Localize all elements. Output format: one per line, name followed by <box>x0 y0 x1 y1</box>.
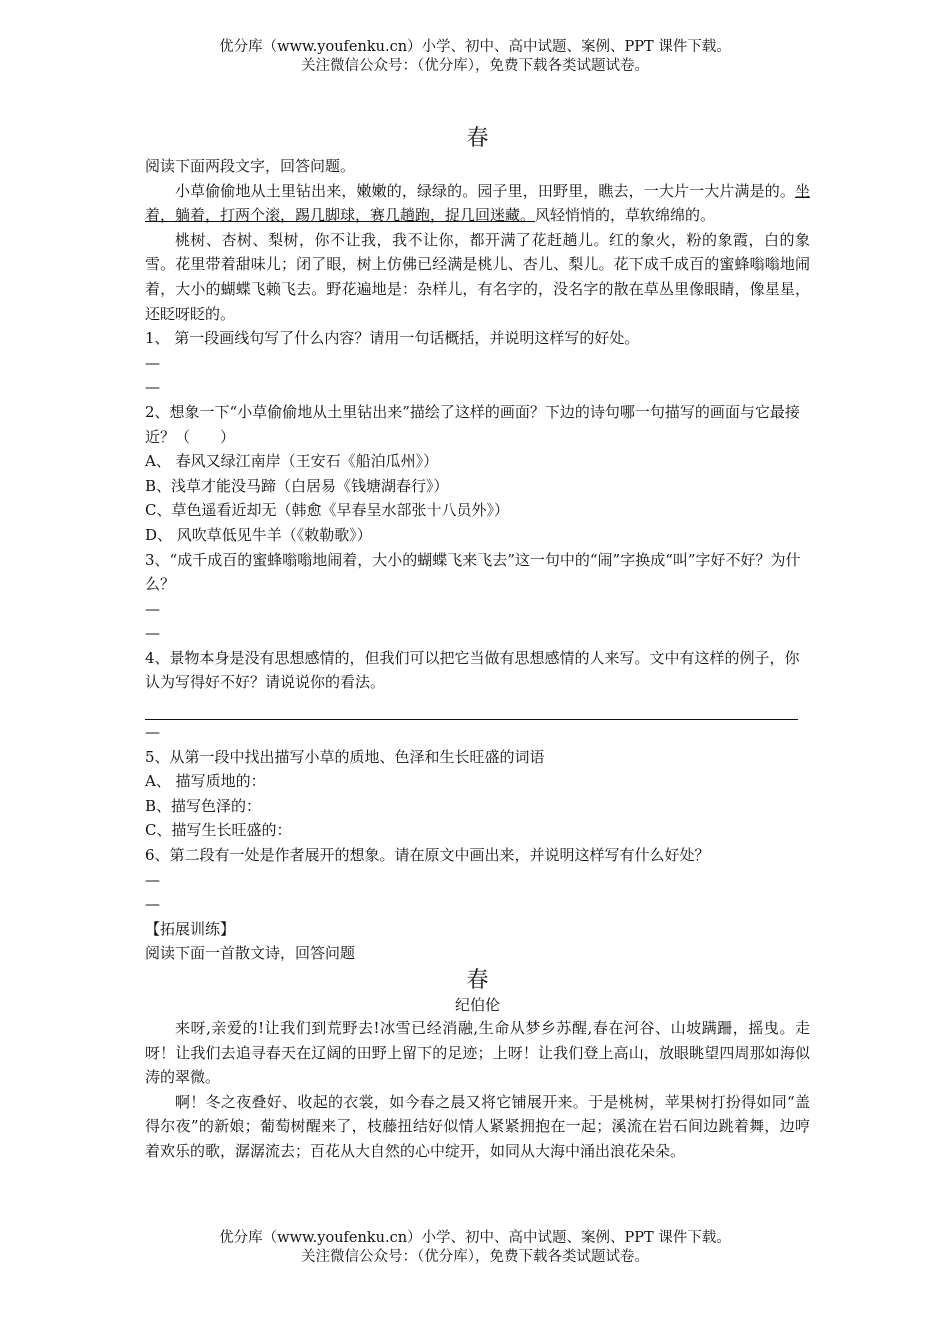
reading-intro: 阅读下面两段文字，回答问题。 <box>145 157 356 175</box>
answer-blank: — <box>145 353 160 372</box>
extension-intro: 阅读下面一首散文诗，回答问题 <box>145 944 356 963</box>
main-content <box>145 124 810 1164</box>
answer-blank: — <box>145 378 160 397</box>
footer-line-2: 关注微信公众号：（优分库），免费下载各类试题试卷。 <box>301 1249 649 1265</box>
para1-underlined-sentence: 坐着，躺着，打两个滚，踢几脚球，赛几趟跑，捉几回迷藏。 <box>145 181 810 225</box>
q2-option-b: B、浅草才能没马蹄（白居易《钱塘湖春行》） <box>145 476 449 495</box>
para1-text-after: 风轻悄悄的，草软绵绵的。 <box>535 206 716 225</box>
q5-option-a: A、 描写质地的： <box>145 772 266 791</box>
question-5: 5、从第一段中找出描写小草的质地、色泽和生长旺盛的词语 <box>145 747 545 766</box>
answer-blank: — <box>145 870 160 889</box>
page-header <box>0 38 950 76</box>
para1-text-before: 小草偷偷地从土里钻出来，嫩嫩的，绿绿的。园子里，田野里，瞧去，一大片一大片满是的。 <box>175 181 795 200</box>
q2-option-a: A、 春风又绿江南岸（王安石《船泊瓜州》） <box>145 452 439 471</box>
poem-paragraph-2: 啊！冬之夜叠好、收起的衣裳，如今春之晨又将它铺展开来。于是桃树，苹果树打扮得如同“盖得尔夜”的新娘；葡萄树醒来了，枝藤扭结好似情人紧紧拥抱在一起；溪流在岩石间边跳着舞，边哼着欢乐的歌，潺潺流去；百花从大自然的心中绽开，如同从大海中涌出浪花朵朵。 <box>145 1092 810 1160</box>
question-6: 6、第二段有一处是作者展开的想象。请在原文中画出来，并说明这样写有什么好处？ <box>145 846 710 865</box>
page-footer <box>0 1229 950 1267</box>
q5-option-c: C、描写生长旺盛的： <box>145 821 292 840</box>
poem-paragraph-1: 来呀,亲爱的!让我们到荒野去!冰雪已经消融,生命从梦乡苏醒,春在河谷、山坡蹒跚，摇曳。走呀！让我们去追寻春天在辽阔的田野上留下的足迹；上呀！让我们登上高山，放眼眺望四周那如海似涛的翠微。 <box>145 1019 810 1087</box>
answer-blank: — <box>145 723 160 742</box>
header-line-2: 关注微信公众号：（优分库），免费下载各类试题试卷。 <box>301 58 649 74</box>
question-1: 1、 第一段画线句写了什么内容？请用一句话概括，并说明这样写的好处。 <box>145 329 640 348</box>
footer-line-1: 优分库（www.youfenku.cn）小学、初中、高中试题、案例、PPT 课件下载。 <box>219 1230 731 1246</box>
answer-blank: — <box>145 599 160 618</box>
q5-option-b: B、描写色泽的： <box>145 796 262 815</box>
header-line-1: 优分库（www.youfenku.cn）小学、初中、高中试题、案例、PPT 课件下载。 <box>219 39 731 55</box>
q2-option-c: C、草色遥看近却无（韩愈《早春呈水部张十八员外》） <box>145 501 509 520</box>
extension-heading: 【拓展训练】 <box>145 919 236 938</box>
answer-blank: — <box>145 624 160 643</box>
passage-paragraph-1 <box>145 179 810 228</box>
poem-author: 纪伯伦 <box>454 996 500 1014</box>
question-4: 4、景物本身是没有思想感情的，但我们可以把它当做有思想感情的人来写。文中有这样的例子，你认为写得好不好？请说说你的看法。 <box>145 648 800 692</box>
answer-line <box>145 695 798 720</box>
question-2: 2、想象一下“小草偷偷地从土里钻出来”描绘了这样的画面？下边的诗句哪一句描写的画面与它最接近？（ ） <box>145 402 800 446</box>
poem-title: 春 <box>466 968 489 993</box>
passage-paragraph-2: 桃树、杏树、梨树，你不让我，我不让你，都开满了花赶趟儿。红的象火，粉的象霞，白的象雪。花里带着甜味儿；闭了眼，树上仿佛已经满是桃儿、杏儿、梨儿。花下成千成百的蜜蜂嗡嗡地闹着，大小的蝴蝶飞赖飞去。野花遍地是：杂样儿，有名字的，没名字的散在草丛里像眼睛，像星星，还眨呀眨的。 <box>145 230 810 323</box>
page-title: 春 <box>466 126 489 151</box>
answer-blank: — <box>145 895 160 914</box>
q2-option-d: D、 风吹草低见牛羊（《敕勒歌》） <box>145 525 372 544</box>
question-3: 3、“成千成百的蜜蜂嗡嗡地闹着，大小的蝴蝶飞来飞去”这一句中的“闹”字换成“叫”字好不好？为什么？ <box>145 550 801 594</box>
